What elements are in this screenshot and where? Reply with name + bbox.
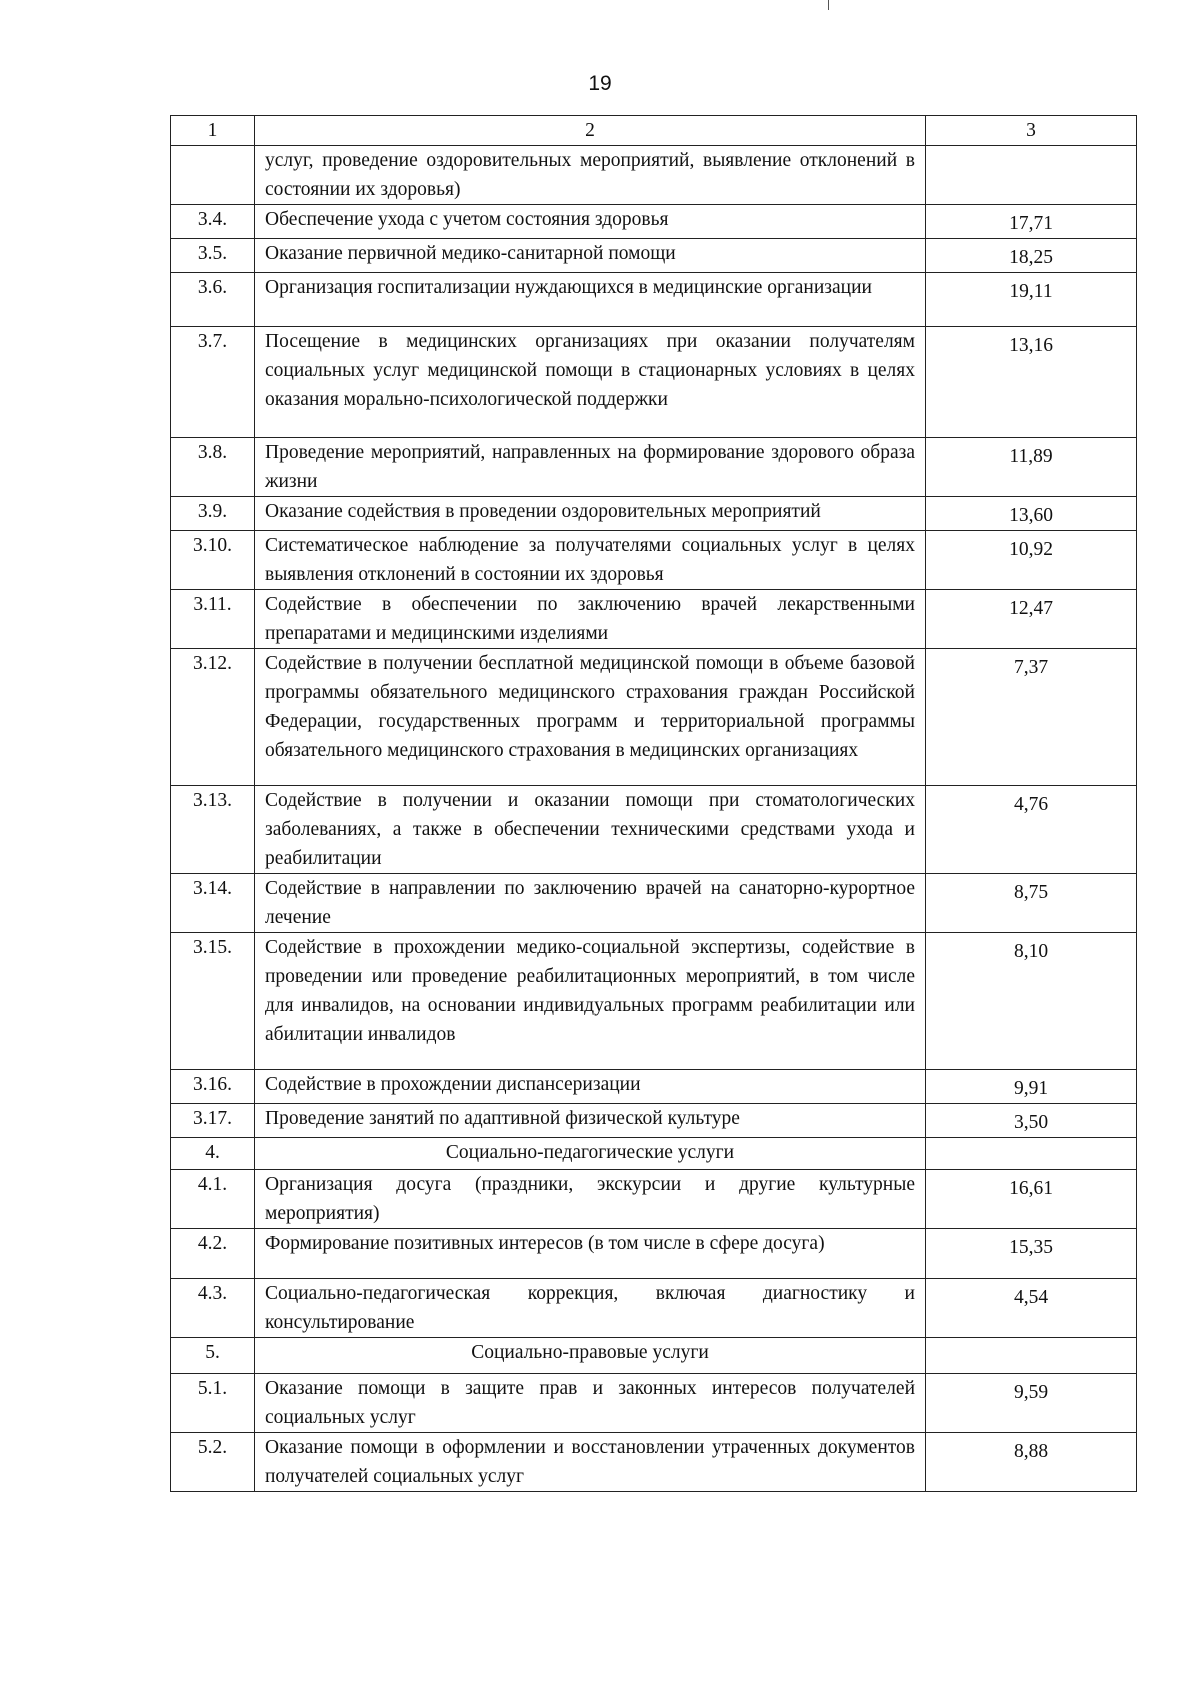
row-number: 3.12. — [171, 649, 255, 786]
table-row — [171, 327, 1137, 438]
service-value: 8,75 — [926, 874, 1137, 933]
table-row — [171, 1374, 1137, 1433]
table-row — [171, 786, 1137, 874]
row-number: 4.1. — [171, 1170, 255, 1229]
table-row — [171, 1070, 1137, 1104]
row-number: 3.9. — [171, 497, 255, 531]
header-col-value: 3 — [926, 116, 1137, 146]
service-value — [926, 146, 1137, 205]
row-number: 4.3. — [171, 1279, 255, 1338]
row-number: 3.17. — [171, 1104, 255, 1138]
service-value: 18,25 — [926, 239, 1137, 273]
service-value: 9,91 — [926, 1070, 1137, 1104]
service-name: Посещение в медицинских организациях при оказании получателям социальных услуг медицинской помощи в стационарных условиях в целях оказания морально-психологической поддержки — [255, 327, 926, 438]
row-number: 3.6. — [171, 273, 255, 327]
service-name: Содействие в получении бесплатной медицинской помощи в объеме базовой программы обязательного медицинского страхования граждан Российской Федерации, государственных программ и территориальной программы обязательного медицинского страхования в медицинских организациях — [255, 649, 926, 786]
service-value: 10,92 — [926, 531, 1137, 590]
service-value: 9,59 — [926, 1374, 1137, 1433]
service-name: Содействие в прохождении диспансеризации — [255, 1070, 926, 1104]
row-number: 3.4. — [171, 205, 255, 239]
table-row — [171, 1229, 1137, 1279]
service-name: Содействие в обеспечении по заключению врачей лекарственными препаратами и медицинскими изделиями — [255, 590, 926, 649]
service-name: Организация госпитализации нуждающихся в медицинские организации — [255, 273, 926, 327]
table-row — [171, 1170, 1137, 1229]
service-name: Социально-педагогическая коррекция, включая диагностику и консультирование — [255, 1279, 926, 1338]
service-value: 12,47 — [926, 590, 1137, 649]
service-name: Формирование позитивных интересов (в том числе в сфере досуга) — [255, 1229, 926, 1279]
service-value: 15,35 — [926, 1229, 1137, 1279]
service-name: Оказание помощи в оформлении и восстановлении утраченных документов получателей социальных услуг — [255, 1433, 926, 1492]
section-title: Социально-правовые услуги — [255, 1338, 926, 1374]
table-row — [171, 497, 1137, 531]
table-row — [171, 273, 1137, 327]
table-section-row — [171, 1138, 1137, 1170]
service-value: 8,88 — [926, 1433, 1137, 1492]
scan-crop-mark — [828, 0, 829, 10]
table-row — [171, 1104, 1137, 1138]
row-number: 3.10. — [171, 531, 255, 590]
table-body — [171, 146, 1137, 1492]
row-number: 3.11. — [171, 590, 255, 649]
header-col-name: 2 — [255, 116, 926, 146]
service-value: 11,89 — [926, 438, 1137, 497]
service-name: Проведение занятий по адаптивной физической культуре — [255, 1104, 926, 1138]
service-value: 4,76 — [926, 786, 1137, 874]
table-row — [171, 590, 1137, 649]
table-row — [171, 874, 1137, 933]
service-value: 7,37 — [926, 649, 1137, 786]
service-name: Оказание содействия в проведении оздоровительных мероприятий — [255, 497, 926, 531]
service-name: Обеспечение ухода с учетом состояния здоровья — [255, 205, 926, 239]
table-row — [171, 531, 1137, 590]
service-value: 8,10 — [926, 933, 1137, 1070]
row-number: 4.2. — [171, 1229, 255, 1279]
table-row — [171, 1279, 1137, 1338]
row-number: 5.2. — [171, 1433, 255, 1492]
service-name: услуг, проведение оздоровительных мероприятий, выявление отклонений в состоянии их здоровья) — [255, 146, 926, 205]
page-number: 19 — [588, 72, 612, 95]
table-row — [171, 1433, 1137, 1492]
header-col-number: 1 — [171, 116, 255, 146]
row-number: 3.5. — [171, 239, 255, 273]
table-row — [171, 146, 1137, 205]
row-number: 5.1. — [171, 1374, 255, 1433]
service-name: Содействие в направлении по заключению врачей на санаторно-курортное лечение — [255, 874, 926, 933]
table-row — [171, 438, 1137, 497]
service-name: Организация досуга (праздники, экскурсии и другие культурные мероприятия) — [255, 1170, 926, 1229]
row-number: 3.8. — [171, 438, 255, 497]
service-value — [926, 1138, 1137, 1170]
table-section-row — [171, 1338, 1137, 1374]
header-row — [171, 116, 1137, 146]
section-title: Социально-педагогические услуги — [255, 1138, 926, 1170]
row-number — [171, 146, 255, 205]
service-value: 13,16 — [926, 327, 1137, 438]
row-number: 3.13. — [171, 786, 255, 874]
row-number: 3.14. — [171, 874, 255, 933]
service-value: 17,71 — [926, 205, 1137, 239]
table-row — [171, 649, 1137, 786]
row-number: 4. — [171, 1138, 255, 1170]
service-value — [926, 1338, 1137, 1374]
service-value: 13,60 — [926, 497, 1137, 531]
service-name: Содействие в получении и оказании помощи при стоматологических заболеваниях, а также в обеспечении техническими средствами ухода и реабилитации — [255, 786, 926, 874]
service-value: 4,54 — [926, 1279, 1137, 1338]
service-name: Систематическое наблюдение за получателями социальных услуг в целях выявления отклонений в состоянии их здоровья — [255, 531, 926, 590]
services-table — [170, 115, 1137, 1492]
service-name: Проведение мероприятий, направленных на формирование здорового образа жизни — [255, 438, 926, 497]
table-row — [171, 933, 1137, 1070]
table-row — [171, 239, 1137, 273]
service-name: Оказание первичной медико-санитарной помощи — [255, 239, 926, 273]
service-value: 19,11 — [926, 273, 1137, 327]
service-value: 16,61 — [926, 1170, 1137, 1229]
service-name: Содействие в прохождении медико-социальной экспертизы, содействие в проведении или проведение реабилитационных мероприятий, в том числе для инвалидов, на основании индивидуальных программ реабилитации или абилитации инвалидов — [255, 933, 926, 1070]
service-value: 3,50 — [926, 1104, 1137, 1138]
service-name: Оказание помощи в защите прав и законных интересов получателей социальных услуг — [255, 1374, 926, 1433]
table-row — [171, 205, 1137, 239]
row-number: 3.7. — [171, 327, 255, 438]
table-header — [171, 116, 1137, 146]
row-number: 3.15. — [171, 933, 255, 1070]
row-number: 5. — [171, 1338, 255, 1374]
row-number: 3.16. — [171, 1070, 255, 1104]
